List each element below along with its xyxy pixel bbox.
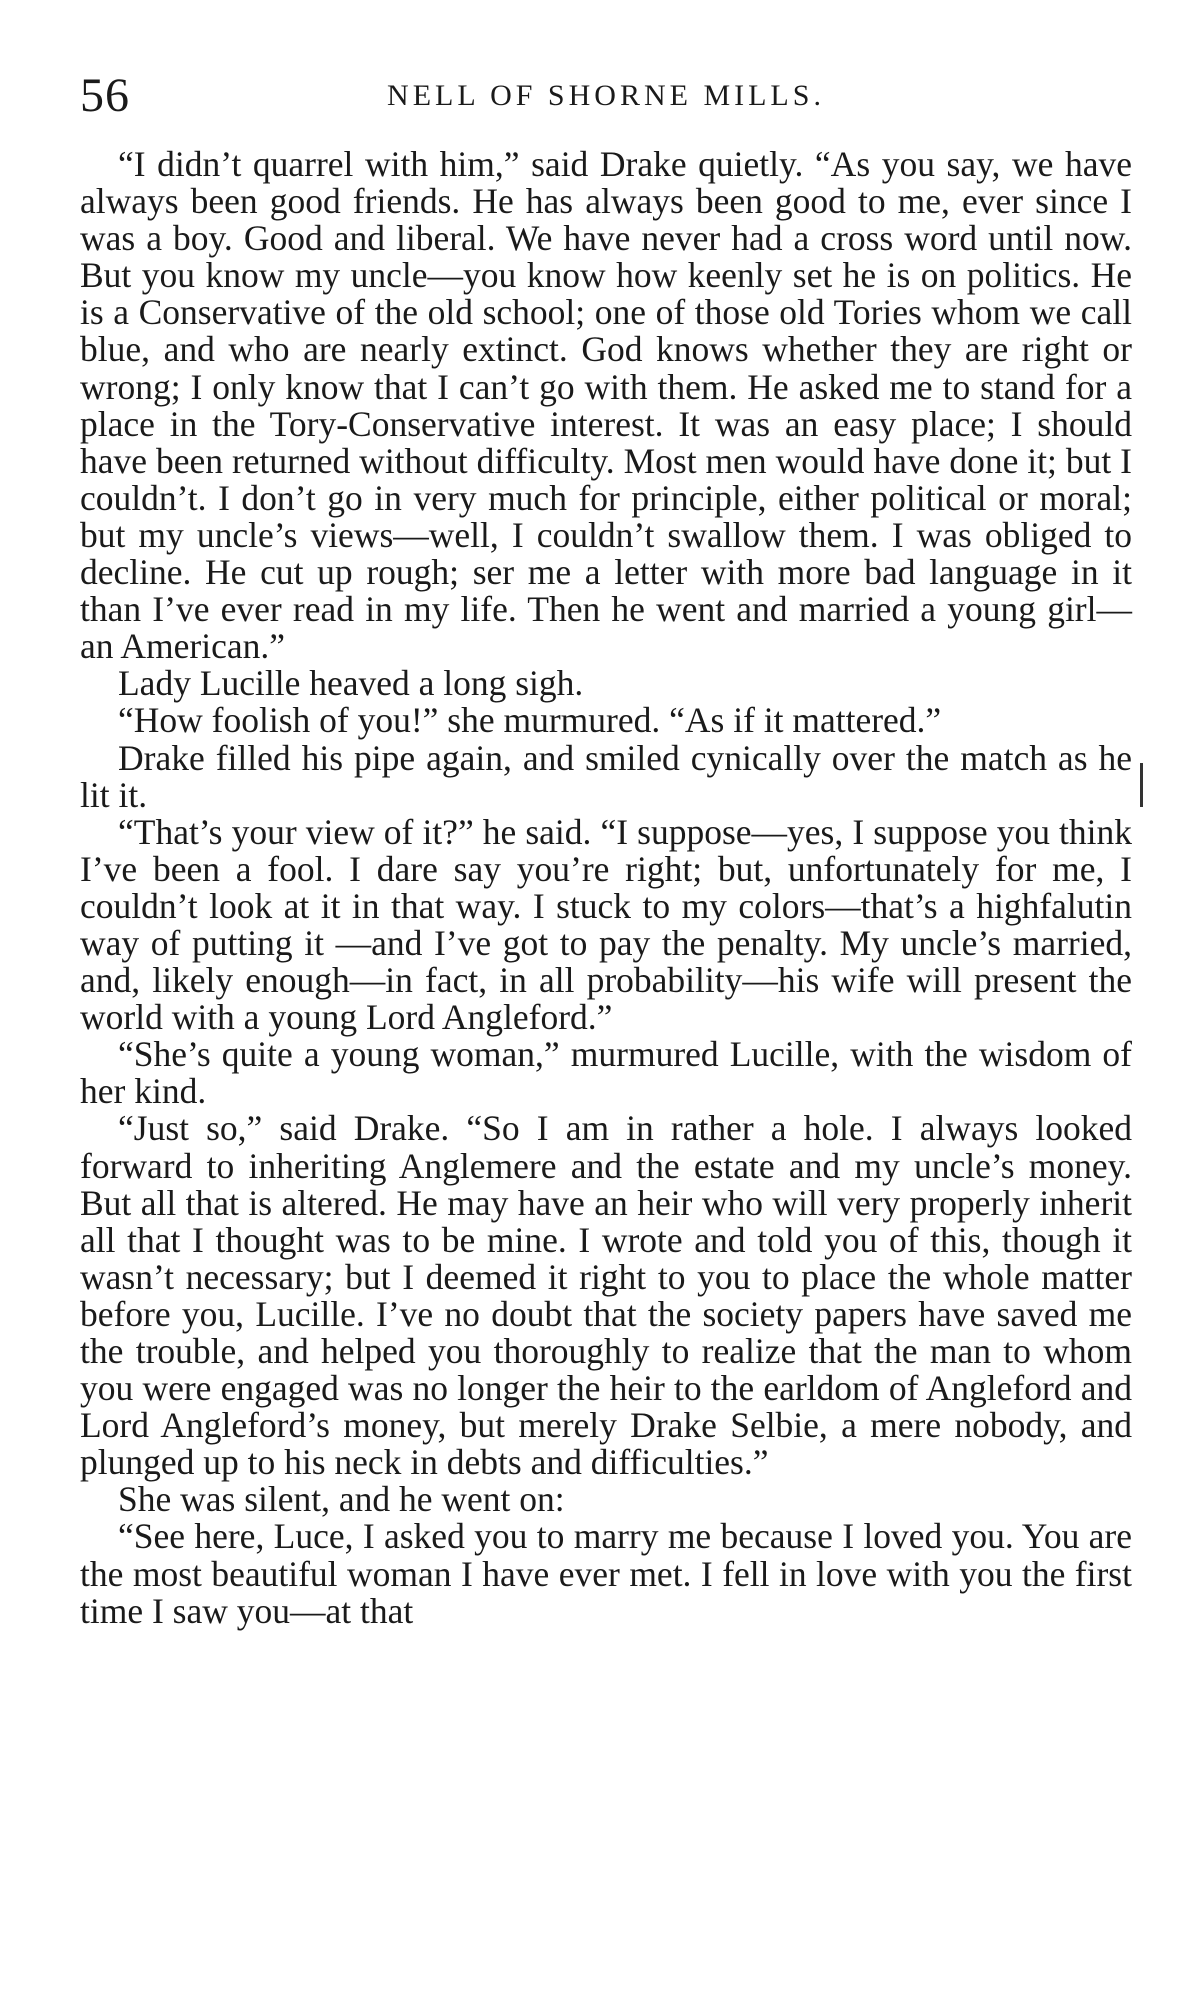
paragraph: Lady Lucille heaved a long sigh. (118, 663, 584, 704)
paragraph: “That’s your view of it?” he said. “I suppose—yes, I suppose you think I’ve been a fool. I dare say you’re right; but, unfortunately for me, I couldn’t look at it in that way. I stuck to my colors—that’s a highfalutin way of putting it —and I’ve got to pay the penalty. My uncle’s married, and, likely enough—in fact, in all probability—his wife will present the world with a young Lord Angleford.” (80, 811, 1132, 1038)
paragraph: “I didn’t quarrel with him,” said Drake quietly. “As you say, we have always been good friends. He has always been good to me, ever since I was a boy. Good and liberal. We have never had a cross word until now. But you know my uncle—you know how keenly set he is on politics. He is a Conservative of the old school; one of those old Tories whom we call blue, and who are nearly extinct. God knows whether they are right or wrong; I only know that I can’t go with them. He asked me to stand for a place in the Tory-Conservative interest. It was an easy place; I should have been returned without difficulty. Most men would have done it; but I couldn’t. I don’t go in very much for principle, either political or moral; but my uncle’s views—well, I couldn’t swallow them. I was obliged to decline. He cut up rough; ser me a letter with more bad language in it than I’ve ever read in my life. Then he went and married a young girl—an American.” (80, 144, 1132, 667)
margin-mark (1140, 763, 1143, 807)
paragraph: “Just so,” said Drake. “So I am in rather a hole. I always looked forward to inheriting Anglemere and the estate and my uncle’s money. But all that is altered. He may have an heir who will very properly inherit all that I thought was to be mine. I wrote and told you of this, though it wasn’t necessary; but I deemed it right to you to place the whole matter before you, Lucille. I’ve no doubt that the society papers have saved me the trouble, and helped you thoroughly to realize that the man to whom you were engaged was no longer the heir to the earldom of Angleford and Lord Angleford’s money, but merely Drake Selbie, a mere nobody, and plunged up to his neck in debts and difficulties.” (80, 1108, 1132, 1483)
paragraph: “She’s quite a young woman,” murmured Lucille, with the wisdom of her kind. (80, 1034, 1132, 1112)
page-number: 56 (80, 69, 130, 122)
running-title: NELL OF SHORNE MILLS. (387, 79, 825, 112)
book-page (80, 64, 1132, 1630)
page-header (80, 64, 1132, 140)
paragraph: “See here, Luce, I asked you to marry me because I loved you. You are the most beautiful woman I have ever met. I fell in love with you the first time I saw you—at that (80, 1516, 1132, 1631)
paragraph: “How foolish of you!” she murmured. “As if it mattered.” (118, 700, 942, 741)
paragraph: Drake filled his pipe again, and smiled cynically over the match as he lit it. (80, 737, 1132, 815)
body-text (80, 146, 1132, 1630)
paragraph: She was silent, and he went on: (118, 1479, 565, 1520)
